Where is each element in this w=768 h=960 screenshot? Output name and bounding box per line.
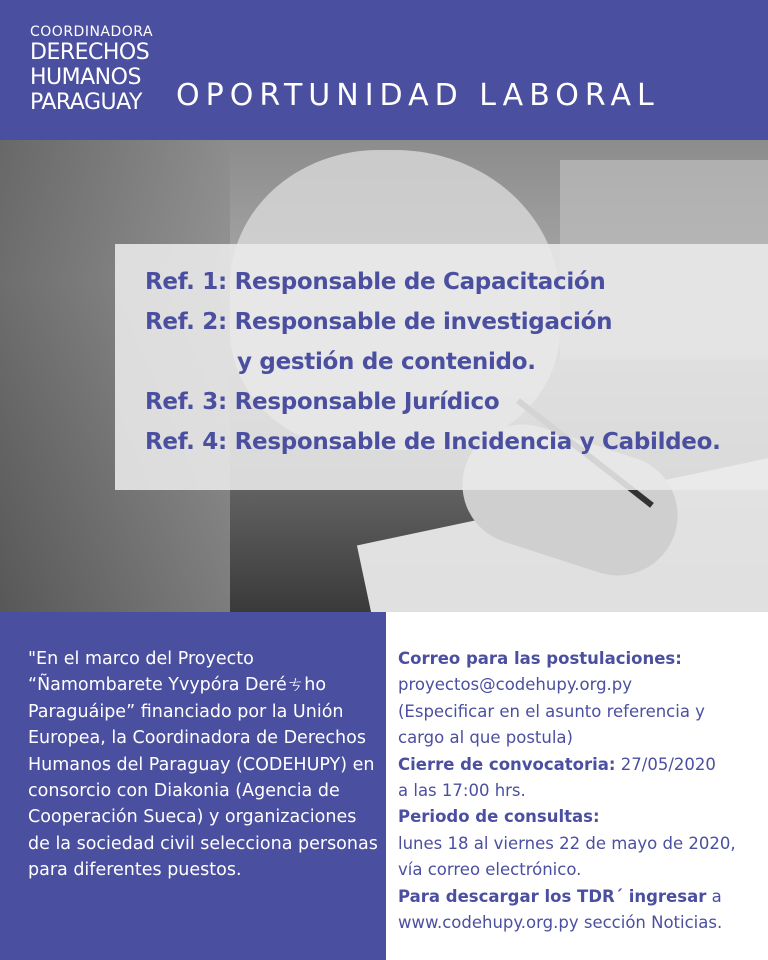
- email-note-2: cargo al que postula): [398, 728, 573, 748]
- logo-line-1: COORDINADORA: [30, 24, 154, 40]
- logo-line-2: DERECHOS: [30, 40, 150, 65]
- header-bar: [0, 0, 768, 140]
- deadline-date: 27/05/2020: [615, 754, 716, 774]
- tdr-a: a: [706, 886, 722, 906]
- codehupy-logo: [30, 24, 153, 115]
- email-label: Correo para las postulaciones:: [398, 649, 682, 668]
- consult-via: vía correo electrónico.: [398, 860, 582, 880]
- logo-line-4: PARAGUAY: [30, 90, 142, 115]
- tdr-label: Para descargar los TDR´ ingresar: [398, 886, 707, 906]
- deadline-label: Cierre de convocatoria:: [398, 754, 616, 774]
- ref-2-continued: y gestión de contenido.: [237, 349, 536, 375]
- consult-label: Periodo de consultas:: [398, 807, 600, 827]
- page-title: OPORTUNIDAD LABORAL: [176, 78, 660, 113]
- ref-3: Ref. 3: Responsable Jurídico: [145, 389, 500, 415]
- ref-2: Ref. 2: Responsable de investigación: [145, 309, 613, 335]
- info-text: [398, 646, 758, 936]
- intro-text: "En el marco del Proyecto “Ñamombarete Yvypóra Deréㄘho Paraguáipe” financiado por la Unión Europea, la Coordinadora de Derechos Humanos del Paraguay (CODEHUPY) en consorcio con Diakonia (Agencia de Cooperación Sueca) y organizaciones de la sociedad civil selecciona personas para diferentes puestos.: [28, 649, 378, 881]
- ref-1: Ref. 1: Responsable de Capacitación: [145, 269, 606, 295]
- deadline-time: a las 17:00 hrs.: [398, 781, 526, 801]
- email-note-1: (Especificar en el asunto referencia y: [398, 701, 705, 721]
- logo-line-3: HUMANOS: [30, 65, 141, 90]
- ref-4: Ref. 4: Responsable de Incidencia y Cabildeo.: [145, 429, 721, 455]
- email-address[interactable]: proyectos@codehupy.org.py: [398, 675, 633, 695]
- references-list: [145, 262, 721, 462]
- consult-dates: lunes 18 al viernes 22 de mayo de 2020,: [398, 833, 736, 853]
- website-link[interactable]: www.codehupy.org.py sección Noticias.: [398, 913, 723, 933]
